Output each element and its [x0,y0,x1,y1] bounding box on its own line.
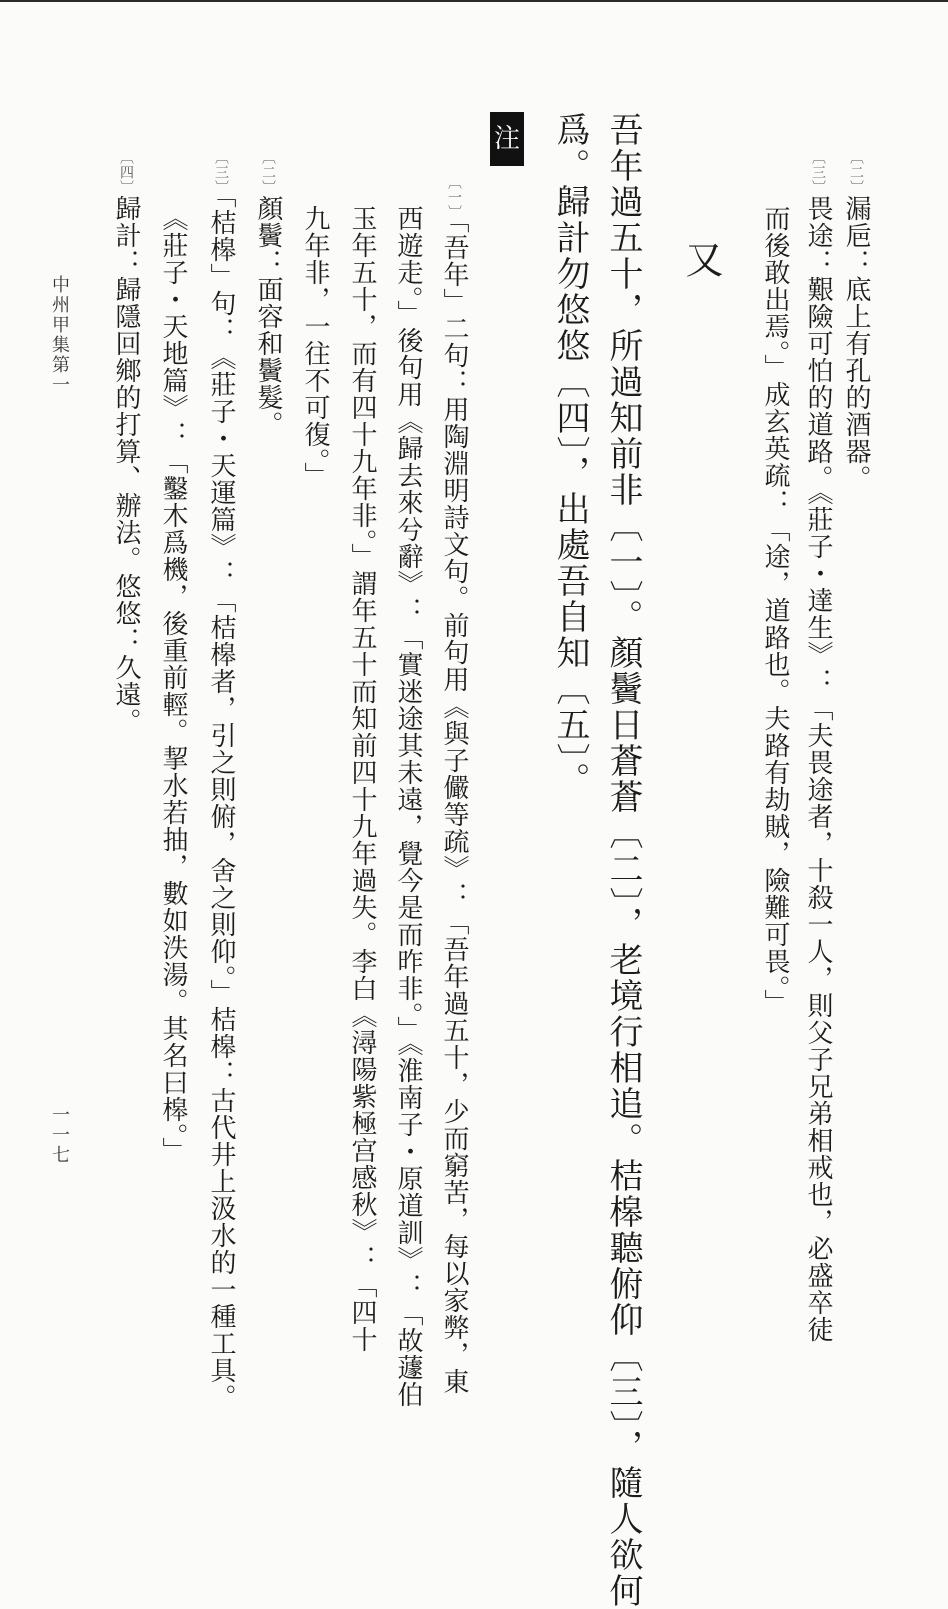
note-text: 漏巵：底上有孔的酒器。 [841,195,871,492]
poem-line-1: 吾年過五十，所過知前非〔一〕。顏鬢日蒼蒼〔二〕，老境行相追。桔槔聽俯仰〔三〕，隨人欲何 [603,112,643,1609]
page-number: 一一七 [49,1105,70,1165]
note-number: 〔三〕 [810,150,826,195]
note-3-line [805,150,831,1343]
note-number: 〔三〕 [213,150,229,195]
note-text: 「桔槔」句：《莊子・天運篇》：「桔槔者，引之則俯，舍之則仰。」桔槔：古代井上汲水的一種工具。 [206,195,236,1411]
poem-title: 又 [679,240,723,278]
note-text: 歸計：歸隱回鄉的打算、辦法。悠悠：久遠。 [111,195,141,735]
running-footer: 中州甲集第一 [49,275,70,395]
top-rule [0,0,948,2]
note-1-line [441,175,467,1395]
note-number: 〔四〕 [118,150,134,195]
note-1-continuation: 西遊走。」後句用《歸去來兮辭》：「實迷途其未遠，覺今是而昨非。」《淮南子・原道訓》：「故蘧伯 [393,205,423,1408]
note-text: 而後敢出焉。」成玄英疏：「途，道路也。夫路有劫賊，險難可畏。」 [760,205,790,1016]
note-text: 「吾年」二句：用陶淵明詩文句。前句用《與子儼等疏》：「吾年過五十，少而窮苦，每以家弊，東 [439,220,469,1395]
note-number: 〔二〕 [260,150,276,195]
note-2-line [843,150,869,492]
note-text: 顏鬢：面容和鬢髮。 [253,195,283,438]
note-number: 〔一〕 [446,175,462,220]
note-1-continuation: 玉年五十，而有四十九年非。」謂年五十而知前四十九年過失。李白《潯陽紫極宫感秋》：「四十 [347,205,377,1353]
note-3-line [208,150,234,1411]
note-4-line [113,150,139,735]
poem-line-2: 爲。歸計勿悠悠〔四〕，出處吾自知〔五〕。 [550,112,590,798]
note-3-continuation [762,205,788,1016]
notes-label: 注 [490,112,524,166]
note-3-continuation: 《莊子・天地篇》：「鑿木爲機，後重前輕。挈水若抽，數如泆湯。其名曰槔。」 [158,205,188,1164]
note-text: 畏途：艱險可怕的道路。《莊子・達生》：「夫畏途者，十殺一人，則父子兄弟相戒也，必盛卒徒 [803,195,833,1343]
note-1-continuation: 九年非，一往不可復。」 [300,205,330,489]
note-2-line [255,150,281,438]
note-number: 〔二〕 [848,150,864,195]
